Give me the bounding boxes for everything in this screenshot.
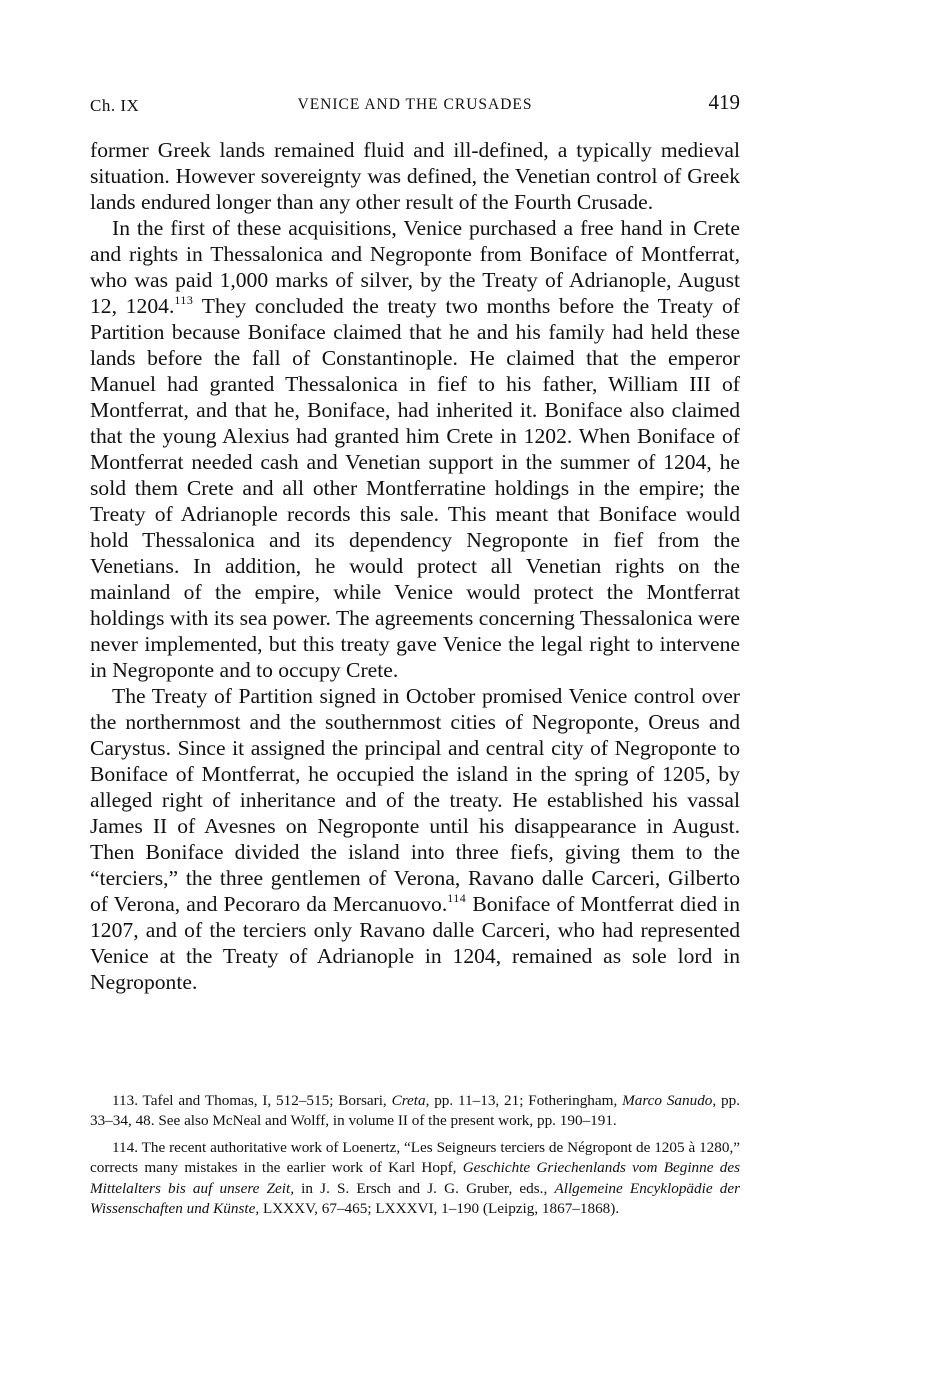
running-title: VENICE AND THE CRUSADES (297, 96, 533, 113)
footnote-114-title-1: Geschichte Griechenlands vom Beginne des Mittelalters bis auf unsere Zeit, (90, 1159, 740, 1197)
footnote-114-text-1: 114. The recent authoritative work of Loenertz, “Les Seigneurs terciers de Négropont de 1205 à 1280,” corrects many mistakes in the earlier work of Karl Hopf, (90, 1138, 740, 1177)
chapter-label: Ch. IX (90, 96, 140, 115)
footnote-114-title-2: Allgemeine Encyklopädie der Wissenschaften und Künste, (90, 1179, 740, 1218)
footnote-113 (90, 1091, 740, 1132)
footnote-ref-113: 113 (174, 293, 194, 307)
paragraph-2 (90, 215, 740, 683)
footnote-ref-114: 114 (447, 891, 467, 905)
paragraph-3-text-a: The Treaty of Partition signed in October promised Venice control over the northernmost and the southernmost cities of Negroponte, Oreus and Carystus. Since it assigned the principal and central city of Negroponte to Boniface of Montferrat, he occupied the island in the spring of 1205, by alleged right of inheritance and of the treaty. He established his vassal James II of Avesnes on Negroponte until his disappearance in August. Then Boniface divided the island into three fiefs, giving them to the “terciers,” the three gentlemen of Verona, Ravano dalle Carceri, Gilberto of Verona, and Pecoraro da Mercanuovo. (90, 684, 740, 916)
footnotes (90, 1091, 740, 1225)
footnote-113-title-1: Creta, (391, 1092, 430, 1109)
main-text (90, 137, 740, 995)
running-header (90, 88, 740, 122)
footnote-113-text-1: 113. Tafel and Thomas, I, 512–515; Borsari, (112, 1092, 392, 1109)
footnote-114-text-3: LXXXV, 67–465; LXXXVI, 1–190 (Leipzig, 1867–1868). (259, 1200, 620, 1218)
paragraph-1: former Greek lands remained fluid and ill-defined, a typically medieval situation. However sovereignty was defined, the Venetian control of Greek lands endured longer than any other result of the Fourth Crusade. (90, 138, 740, 214)
footnote-113-text-2: pp. 11–13, 21; Fotheringham, (429, 1092, 623, 1109)
footnote-114-text-2: in J. S. Ersch and J. G. Gruber, eds., (294, 1179, 555, 1197)
footnote-113-text-3: pp. 33–34, 48. See also McNeal and Wolff, in volume II of the present work, pp. 190–191. (90, 1092, 740, 1130)
page-number: 419 (708, 90, 740, 114)
paragraph-2-text-b: They concluded the treaty two months before the Treaty of Partition because Boniface claimed that he and his family had held these lands before the fall of Constantinople. He claimed that the emperor Manuel had granted Thessalonica in fief to his father, William III of Montferrat, and that he, Boniface, had inherited it. Boniface also claimed that the young Alexius had granted him Crete in 1202. When Boniface of Montferrat needed cash and Venetian support in the summer of 1204, he sold them Crete and all other Montferratine holdings in the empire; the Treaty of Adrianople records this sale. This meant that Boniface would hold Thessalonica and its dependency Negroponte in fief from the Venetians. In addition, he would protect all Venetian rights on the mainland of the empire, while Venice would protect the Montferrat holdings with its sea power. The agreements concerning Thessalonica were never implemented, but this treaty gave Venice the legal right to intervene in Negroponte and to occupy Crete. (90, 294, 740, 682)
paragraph-2-text-a: In the first of these acquisitions, Venice purchased a free hand in Crete and rights in Thessalonica and Negroponte from Boniface of Montferrat, who was paid 1,000 marks of silver, by the Treaty of Adrianople, August 12, 1204. (90, 216, 740, 318)
footnote-114 (90, 1138, 740, 1220)
paragraph-3 (90, 683, 740, 995)
paragraph-3-text-b: Boniface of Montferrat died in 1207, and of the terciers only Ravano dalle Carceri, who had represented Venice at the Treaty of Adrianople in 1204, remained as sole lord in Negroponte. (90, 892, 740, 994)
footnote-113-title-2: Marco Sanudo, (622, 1092, 717, 1109)
